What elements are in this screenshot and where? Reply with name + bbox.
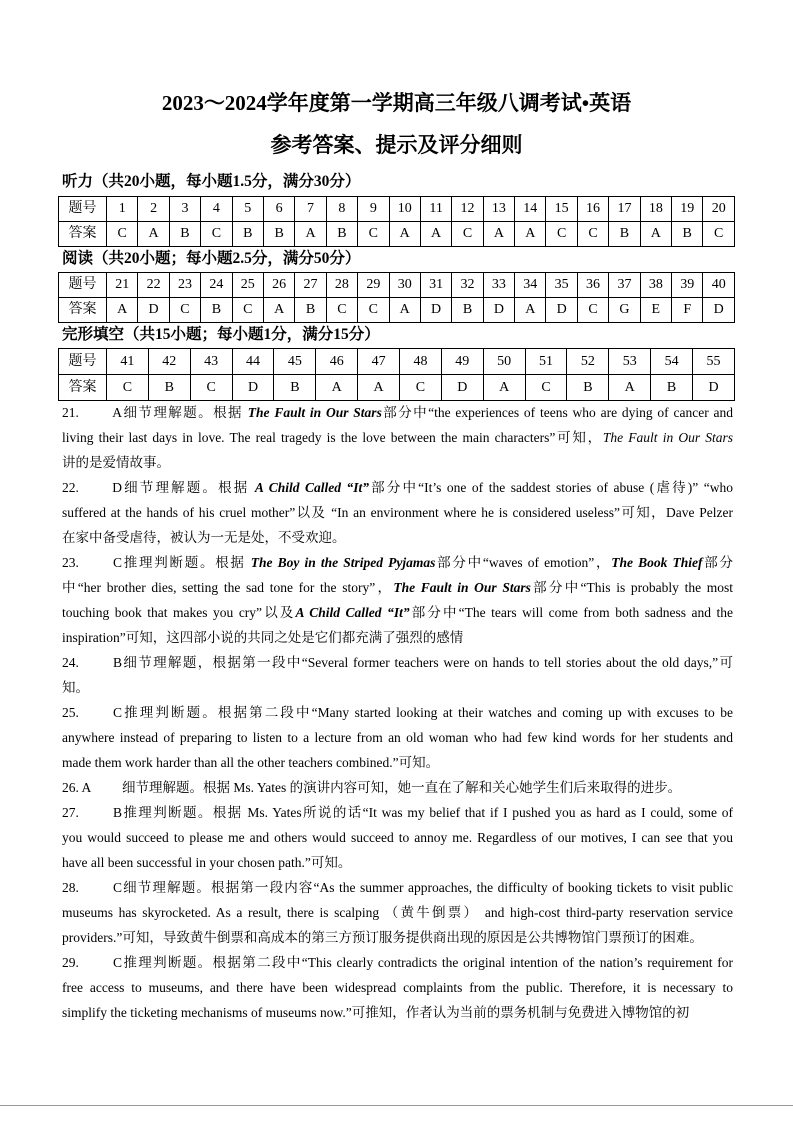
explanation-text: 讲的是爱情故事。 xyxy=(62,455,170,470)
answer-cell: C xyxy=(169,298,200,323)
question-number-cell: 30 xyxy=(389,273,420,298)
question-number-cell: 15 xyxy=(546,197,577,222)
section-heading-cloze: 完形填空（共15小题；每小题1分，满分15分） xyxy=(62,326,380,343)
question-number-cell: 1 xyxy=(107,197,138,222)
explanation-text: 部分中“The tears will come from both sadness and the xyxy=(409,605,733,620)
question-number-cell: 21 xyxy=(107,273,138,298)
explanation-text: 在家中备受虐待，被认为一无是处，不受欢迎。 xyxy=(62,530,346,545)
explanation-line xyxy=(62,875,733,900)
question-answer-label: 22. D xyxy=(62,480,122,495)
question-number-cell: 13 xyxy=(483,197,514,222)
explanation-line xyxy=(62,750,733,775)
question-number-cell: 48 xyxy=(400,349,442,375)
explanation-text: suffered at the hands of his cruel mother”以及 “In an environment where he is considered useless”可知，Dave Pelzer xyxy=(62,505,733,520)
answer-cell: C xyxy=(358,222,389,247)
document-title: 2023～2024学年度第一学期高三年级八调考试•英语 xyxy=(161,91,632,115)
explanation-line xyxy=(62,850,733,875)
question-number-cell: 18 xyxy=(640,197,671,222)
explanation-line xyxy=(62,475,733,500)
explanation-line xyxy=(62,925,733,950)
explanation-line xyxy=(62,525,733,550)
book-title: The Boy in the Striped Pyjamas xyxy=(250,555,436,570)
explanation-text: 细节理解题，根据第一段中“Several former teachers were on hands to tell stories about the old days,”可 xyxy=(122,655,733,670)
explanation-text: simplify the ticketing mechanisms of museums now.”可推知，作者认为当前的票务机制与免费进入博物馆的初 xyxy=(62,1005,690,1020)
question-number-cell: 3 xyxy=(169,197,200,222)
answer-cell: A xyxy=(389,298,420,323)
question-number-cell: 7 xyxy=(295,197,326,222)
book-title: The Fault in Our Stars xyxy=(393,580,531,595)
answer-row xyxy=(59,375,735,401)
explanation-line xyxy=(62,450,733,475)
document-subtitle: 参考答案、提示及评分细则 xyxy=(270,133,523,157)
explanation-text: 推理判断题。根据 xyxy=(122,555,251,570)
question-number-cell: 41 xyxy=(107,349,149,375)
explanation-text: 细节理解题。根据 Ms. Yates 的演讲内容可知，她一直在了解和关心她学生们后来取得的进步。 xyxy=(122,780,682,795)
question-number-cell: 37 xyxy=(609,273,640,298)
explanation-text: 细节理解题。根据第一段内容“As the summer approaches, the difficulty of booking tickets to visit public xyxy=(122,880,733,895)
answer-cell: A xyxy=(358,375,400,401)
question-number-cell: 19 xyxy=(672,197,703,222)
question-number-cell: 54 xyxy=(651,349,693,375)
answer-cell: B xyxy=(263,222,294,247)
answer-row xyxy=(59,222,735,247)
answer-cell: A xyxy=(295,222,326,247)
explanation-text: 部分中“waves of emotion”， xyxy=(435,555,612,570)
question-number-cell: 43 xyxy=(190,349,232,375)
answer-cell: A xyxy=(515,222,546,247)
explanation-text: 部分 xyxy=(702,555,734,570)
explanation-line xyxy=(62,600,733,625)
book-title: A Child Called “It” xyxy=(295,605,410,620)
explanation-text: providers.”可知，导致黄牛倒票和高成本的第三方预订服务提供商出现的原因是公共博物馆门票预订的困难。 xyxy=(62,930,703,945)
answer-cell: A xyxy=(483,375,525,401)
question-number-cell: 12 xyxy=(452,197,483,222)
question-number-cell: 26 xyxy=(263,273,294,298)
explanation-text: 知。 xyxy=(62,680,89,695)
explanation-line xyxy=(62,900,733,925)
question-number-cell: 32 xyxy=(452,273,483,298)
answer-cell: C xyxy=(400,375,442,401)
answer-cell: D xyxy=(138,298,169,323)
answer-cell: A xyxy=(389,222,420,247)
question-number-cell: 17 xyxy=(609,197,640,222)
explanation-text: 部分中“It’s one of the saddest stories of abuse (虐待)” “who xyxy=(369,480,733,495)
explanation-item xyxy=(62,400,733,475)
question-number-cell: 52 xyxy=(567,349,609,375)
row-label-answer: 答案 xyxy=(59,375,107,401)
explanation-text: museums has skyrocketed. As a result, there is scalping （黄牛倒票） and high-cost third-party reservation service xyxy=(62,905,733,920)
answer-cell: A xyxy=(640,222,671,247)
book-title: The Fault in Our Stars xyxy=(602,430,733,445)
row-label-question-number: 题号 xyxy=(59,197,107,222)
answer-cell: B xyxy=(609,222,640,247)
explanation-text: 部分中“the experiences of teens who are dying of cancer and xyxy=(381,405,734,420)
question-answer-label: 25. C xyxy=(62,705,122,720)
row-label-question-number: 题号 xyxy=(59,349,107,375)
answer-cell: A xyxy=(138,222,169,247)
answer-cell: C xyxy=(326,298,357,323)
answer-cell: C xyxy=(577,222,608,247)
explanation-item xyxy=(62,700,733,775)
answer-cell: A xyxy=(420,222,451,247)
question-number-cell: 27 xyxy=(295,273,326,298)
question-number-cell: 23 xyxy=(169,273,200,298)
explanation-line xyxy=(62,725,733,750)
row-label-answer: 答案 xyxy=(59,298,107,323)
answer-cell: B xyxy=(148,375,190,401)
answer-cell: C xyxy=(107,222,138,247)
question-number-cell: 11 xyxy=(420,197,451,222)
answer-cell: B xyxy=(672,222,703,247)
answer-table-cloze xyxy=(58,348,735,401)
answer-cell: A xyxy=(263,298,294,323)
question-number-cell: 5 xyxy=(232,197,263,222)
answer-cell: C xyxy=(703,222,735,247)
answer-cell: D xyxy=(232,375,274,401)
answer-cell: D xyxy=(483,298,514,323)
answer-cell: C xyxy=(546,222,577,247)
explanation-line xyxy=(62,625,733,650)
question-number-cell: 33 xyxy=(483,273,514,298)
question-number-cell: 31 xyxy=(420,273,451,298)
question-number-row xyxy=(59,349,735,375)
answer-cell: D xyxy=(546,298,577,323)
answer-cell: B xyxy=(232,222,263,247)
explanation-line xyxy=(62,700,733,725)
answer-row xyxy=(59,298,735,323)
answer-cell: D xyxy=(703,298,735,323)
answer-cell: B xyxy=(452,298,483,323)
question-number-cell: 10 xyxy=(389,197,420,222)
answer-cell: C xyxy=(232,298,263,323)
explanation-item xyxy=(62,550,733,650)
question-number-cell: 24 xyxy=(201,273,232,298)
question-answer-label: 27. B xyxy=(62,805,122,820)
question-number-cell: 20 xyxy=(703,197,735,222)
question-answer-label: 21. A xyxy=(62,405,122,420)
question-number-cell: 53 xyxy=(609,349,651,375)
question-number-cell: 42 xyxy=(148,349,190,375)
question-number-cell: 44 xyxy=(232,349,274,375)
explanation-line xyxy=(62,800,733,825)
answer-table-listening xyxy=(58,196,735,247)
question-number-cell: 51 xyxy=(525,349,567,375)
explanation-item xyxy=(62,950,733,1025)
explanation-line xyxy=(62,400,733,425)
question-number-cell: 35 xyxy=(546,273,577,298)
explanation-text: 推理判断题。根据 Ms. Yates所说的话“It was my belief that if I pushed you as hard as I could, some of xyxy=(122,805,733,820)
answer-cell: A xyxy=(107,298,138,323)
question-number-cell: 49 xyxy=(441,349,483,375)
explanation-item xyxy=(62,800,733,875)
answer-cell: G xyxy=(609,298,640,323)
answer-cell: A xyxy=(483,222,514,247)
explanation-line xyxy=(62,500,733,525)
explanation-item xyxy=(62,875,733,950)
question-answer-label: 23. C xyxy=(62,555,122,570)
explanation-item xyxy=(62,475,733,550)
answer-cell: A xyxy=(515,298,546,323)
answer-cell: D xyxy=(420,298,451,323)
explanation-text: have all been successful in your chosen path.”可知。 xyxy=(62,855,352,870)
answer-cell: D xyxy=(693,375,735,401)
answer-cell: B xyxy=(274,375,316,401)
explanation-text: 细节理解题。根据 xyxy=(122,405,248,420)
answer-table-reading xyxy=(58,272,735,323)
explanation-line xyxy=(62,675,733,700)
explanation-line xyxy=(62,975,733,1000)
answer-cell: C xyxy=(358,298,389,323)
row-label-answer: 答案 xyxy=(59,222,107,247)
answer-cell: C xyxy=(107,375,149,401)
explanation-text: anywhere instead of preparing to listen to a lecture from an old woman who had few kind words for her students and xyxy=(62,730,733,745)
explanation-text: inspiration”可知，这四部小说的共同之处是它们都充满了强烈的感情 xyxy=(62,630,464,645)
question-answer-label: 24. B xyxy=(62,655,122,670)
answer-cell: C xyxy=(201,222,232,247)
question-number-cell: 29 xyxy=(358,273,389,298)
explanation-text: 推理判断题。根据第二段中“This clearly contradicts the original intention of the nation’s requirement for xyxy=(122,955,733,970)
answer-cell: D xyxy=(441,375,483,401)
question-number-cell: 46 xyxy=(316,349,358,375)
book-title: A Child Called “It” xyxy=(254,480,370,495)
question-number-cell: 16 xyxy=(577,197,608,222)
answer-cell: E xyxy=(640,298,671,323)
book-title: The Book Thief xyxy=(611,555,703,570)
answer-cell: B xyxy=(201,298,232,323)
explanation-line xyxy=(62,775,733,800)
explanation-line xyxy=(62,575,733,600)
explanation-text: made them work harder than all the other teachers combined.”可知。 xyxy=(62,755,440,770)
explanation-item xyxy=(62,775,733,800)
explanation-text: 细节理解题。根据 xyxy=(122,480,255,495)
question-answer-label: 28. C xyxy=(62,880,122,895)
question-number-cell: 50 xyxy=(483,349,525,375)
question-answer-label: 29. C xyxy=(62,955,122,970)
question-number-row xyxy=(59,197,735,222)
explanation-line xyxy=(62,425,733,450)
explanation-text: touching book that makes you cry”以及 xyxy=(62,605,296,620)
question-number-cell: 28 xyxy=(326,273,357,298)
question-number-cell: 9 xyxy=(358,197,389,222)
question-number-cell: 2 xyxy=(138,197,169,222)
question-number-cell: 36 xyxy=(577,273,608,298)
explanation-line xyxy=(62,950,733,975)
explanation-text: you would succeed to please me and others would succeed to annoy me. Regardless of our motives, I can see that you xyxy=(62,830,733,845)
question-number-cell: 40 xyxy=(703,273,735,298)
question-number-cell: 25 xyxy=(232,273,263,298)
question-number-cell: 6 xyxy=(263,197,294,222)
explanation-text: 部分中“This is probably the most xyxy=(530,580,734,595)
explanation-line xyxy=(62,825,733,850)
answer-cell: A xyxy=(609,375,651,401)
question-number-row xyxy=(59,273,735,298)
question-number-cell: 14 xyxy=(515,197,546,222)
answer-cell: C xyxy=(452,222,483,247)
question-number-cell: 22 xyxy=(138,273,169,298)
answer-explanations xyxy=(62,400,733,1025)
question-number-cell: 47 xyxy=(358,349,400,375)
answer-cell: C xyxy=(577,298,608,323)
row-label-question-number: 题号 xyxy=(59,273,107,298)
answer-cell: C xyxy=(525,375,567,401)
answer-cell: C xyxy=(190,375,232,401)
answer-cell: B xyxy=(651,375,693,401)
answer-cell: B xyxy=(295,298,326,323)
explanation-item xyxy=(62,650,733,700)
answer-cell: F xyxy=(672,298,703,323)
question-number-cell: 4 xyxy=(201,197,232,222)
question-number-cell: 55 xyxy=(693,349,735,375)
explanation-text: 推理判断题。根据第二段中“Many started looking at their watches and coming up with excuses to be xyxy=(122,705,733,720)
question-number-cell: 34 xyxy=(515,273,546,298)
explanation-text: living their last days in love. The real tragedy is the love between the main characters”可知， xyxy=(62,430,603,445)
answer-cell: B xyxy=(567,375,609,401)
answer-cell: B xyxy=(326,222,357,247)
question-number-cell: 38 xyxy=(640,273,671,298)
question-number-cell: 45 xyxy=(274,349,316,375)
explanation-text: 中“her brother dies, setting the sad tone for the story”， xyxy=(62,580,394,595)
answer-cell: B xyxy=(169,222,200,247)
explanation-line xyxy=(62,1000,733,1025)
book-title: The Fault in Our Stars xyxy=(247,405,382,420)
page-bottom-border xyxy=(0,1105,793,1106)
section-heading-listening: 听力（共20小题，每小题1.5分，满分30分） xyxy=(62,173,361,190)
question-number-cell: 39 xyxy=(672,273,703,298)
answer-cell: A xyxy=(316,375,358,401)
explanation-line xyxy=(62,650,733,675)
section-heading-reading: 阅读（共20小题；每小题2.5分，满分50分） xyxy=(62,250,361,267)
explanation-text: free access to museums, and there have been widespread complaints from the public. Therefore, it is necessary to xyxy=(62,980,733,995)
explanation-line xyxy=(62,550,733,575)
question-number-cell: 8 xyxy=(326,197,357,222)
question-answer-label: 26. A xyxy=(62,780,92,795)
